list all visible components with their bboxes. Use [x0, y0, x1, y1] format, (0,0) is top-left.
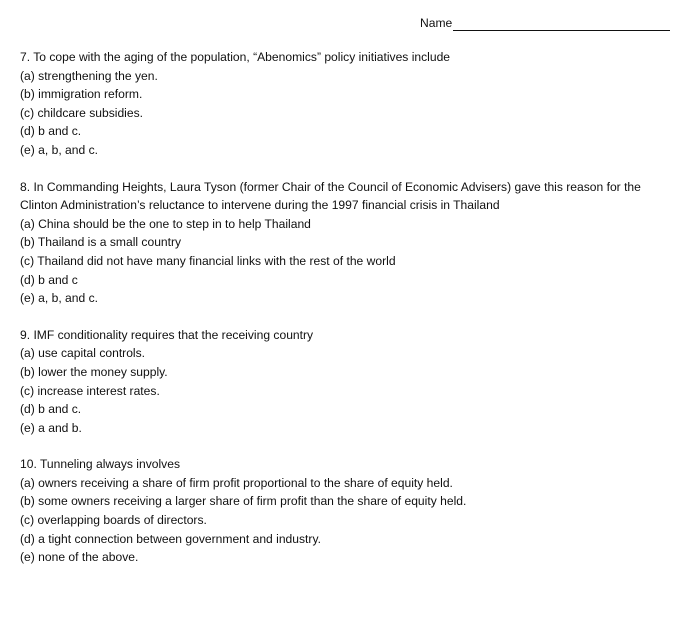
question-9 — [20, 326, 675, 438]
answer-option: (c) overlapping boards of directors. — [20, 513, 207, 528]
question-list — [20, 48, 675, 584]
answer-option: (b) immigration reform. — [20, 87, 143, 102]
answer-option: (a) China should be the one to step in to help Thailand — [20, 216, 311, 231]
question-stem: 9. IMF conditionality requires that the receiving country — [20, 327, 314, 342]
answer-option: (b) some owners receiving a larger share of firm profit than the share of equity held. — [20, 494, 467, 509]
question-10 — [20, 455, 675, 567]
answer-option: (d) b and c — [20, 272, 78, 287]
question-8 — [20, 178, 675, 308]
question-stem: 10. Tunneling always involves — [20, 457, 180, 472]
question-stem: 8. In Commanding Heights, Laura Tyson (former Chair of the Council of Economic Advisers) gave this reason for the Clinton Administration’s reluctance to intervene during the 1997 financial crisis in Thailand — [20, 179, 641, 213]
name-field — [420, 15, 670, 31]
question-stem: 7. To cope with the aging of the population, “Abenomics” policy initiatives include — [20, 50, 451, 64]
answer-option: (d) a tight connection between government and industry. — [20, 531, 321, 546]
answer-option: (b) Thailand is a small country — [20, 235, 182, 250]
name-blank-line — [453, 18, 670, 31]
answer-option: (c) childcare subsidies. — [20, 105, 143, 120]
answer-option: (a) owners receiving a share of firm profit proportional to the share of equity held. — [20, 475, 453, 490]
answer-option: (c) Thailand did not have many financial links with the rest of the world — [20, 253, 396, 268]
answer-option: (d) b and c. — [20, 124, 82, 139]
name-label: Name — [420, 16, 453, 30]
answer-option: (c) increase interest rates. — [20, 383, 160, 398]
answer-option: (e) none of the above. — [20, 550, 139, 565]
question-7 — [20, 48, 675, 160]
answer-option: (a) strengthening the yen. — [20, 68, 158, 83]
answer-option: (a) use capital controls. — [20, 346, 146, 361]
answer-option: (e) a, b, and c. — [20, 291, 98, 306]
answer-option: (d) b and c. — [20, 402, 82, 417]
answer-option: (e) a and b. — [20, 420, 82, 435]
answer-option: (b) lower the money supply. — [20, 364, 168, 379]
answer-option: (e) a, b, and c. — [20, 142, 98, 157]
